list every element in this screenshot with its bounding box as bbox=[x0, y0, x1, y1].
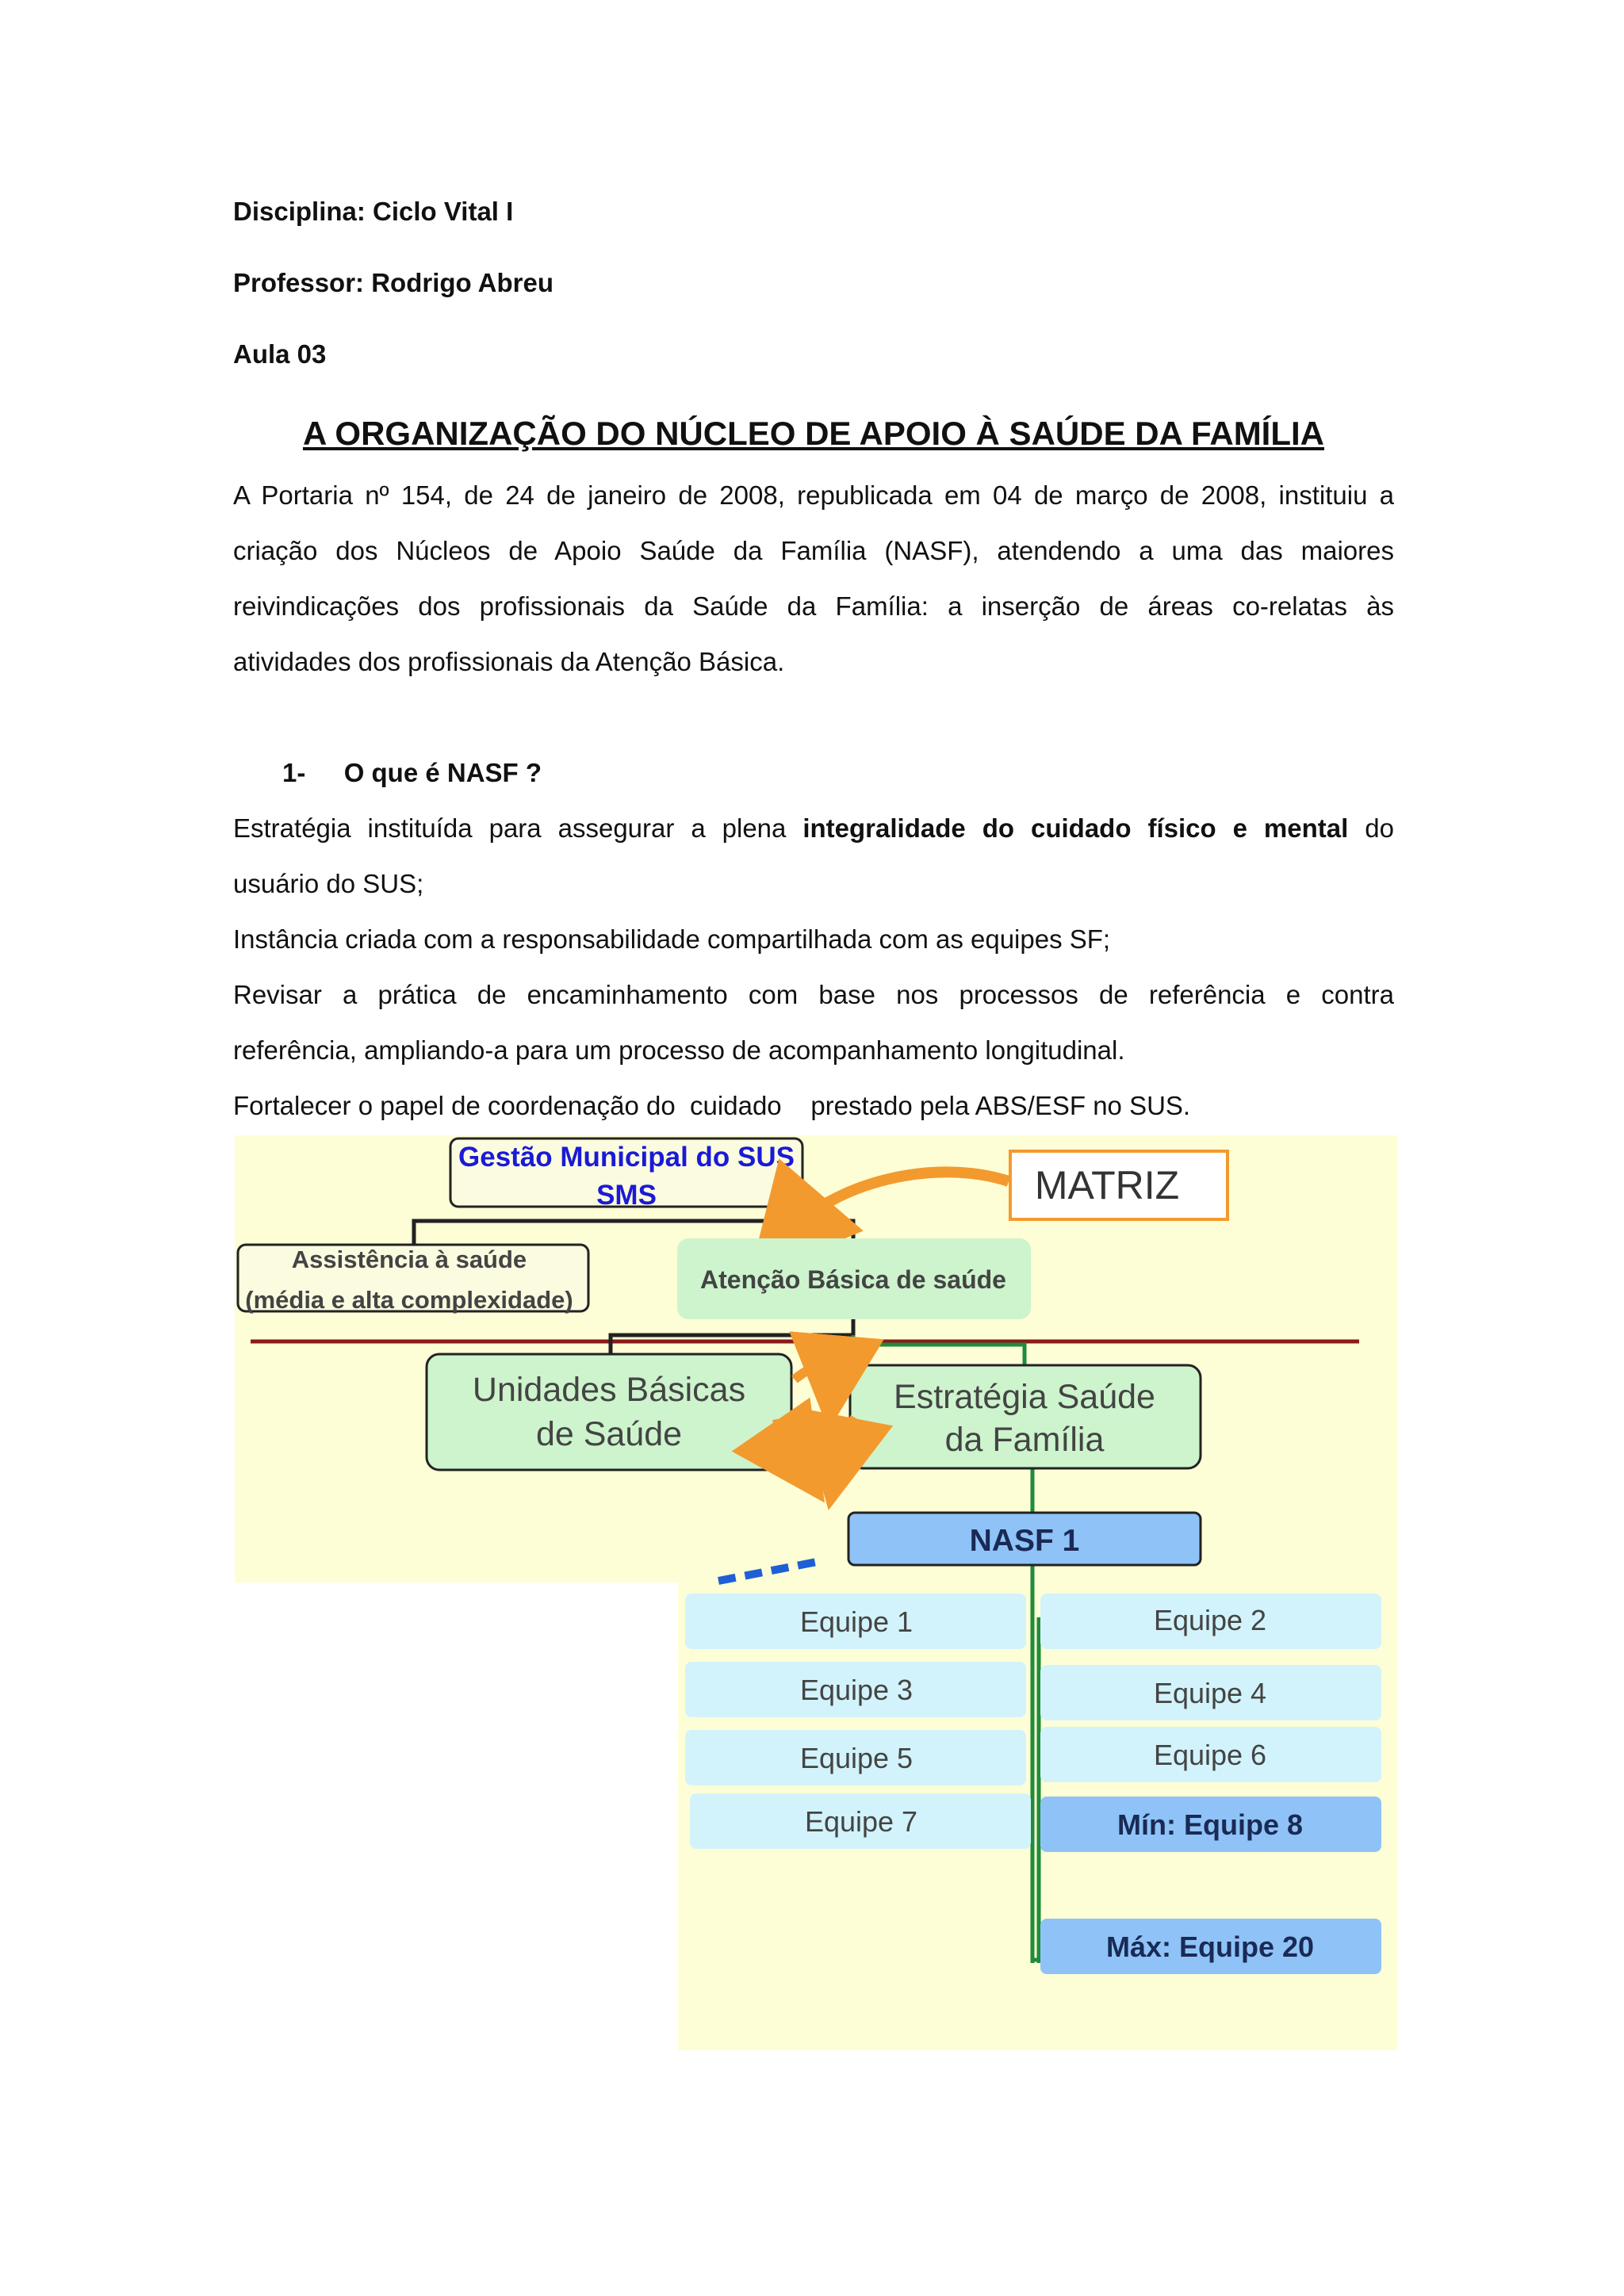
esf-label-1: Estratégia Saúde bbox=[894, 1378, 1155, 1416]
equipe-3-label: Equipe 3 bbox=[799, 1674, 914, 1706]
section-title: O que é NASF ? bbox=[343, 758, 542, 787]
paragraph-3-line-1: Revisar a prática de encaminhamento com base nos processos de referência e contra bbox=[233, 980, 1394, 1009]
equipe-2-label: Equipe 2 bbox=[1153, 1604, 1267, 1636]
equipe-5-label: Equipe 5 bbox=[799, 1742, 914, 1774]
assistencia-label-1: Assistência à saúde bbox=[291, 1246, 527, 1273]
intro-line-3: reivindicações dos profissionais da Saúde da Família: a inserção de áreas co-relatas às bbox=[233, 591, 1394, 621]
nasf-label: NASF 1 bbox=[969, 1524, 1080, 1558]
paragraph-1-line-2: usuário do SUS; bbox=[233, 869, 424, 898]
min-equipe-label: Mín: Equipe 8 bbox=[1117, 1808, 1303, 1841]
esf-label-2: da Família bbox=[944, 1421, 1105, 1459]
page-title: A ORGANIZAÇÃO DO NÚCLEO DE APOIO À SAÚDE DA FAMÍLIA bbox=[302, 415, 1324, 452]
paragraph-3-line-2: referência, ampliando-a para um processo de acompanhamento longitudinal. bbox=[233, 1035, 1125, 1065]
paragraph-2: Instância criada com a responsabilidade compartilhada com as equipes SF; bbox=[233, 924, 1111, 954]
intro-line-2: criação dos Núcleos de Apoio Saúde da Família (NASF), atendendo a uma das maiores bbox=[233, 536, 1394, 565]
header-professor: Professor: Rodrigo Abreu bbox=[233, 268, 553, 297]
p1-text-bold: integralidade do cuidado físico e mental bbox=[802, 813, 1349, 843]
matriz-label: MATRIZ bbox=[1034, 1163, 1180, 1207]
intro-line-4: atividades dos profissionais da Atenção Básica. bbox=[233, 647, 785, 676]
equipe-1-label: Equipe 1 bbox=[799, 1605, 914, 1638]
equipe-4-label: Equipe 4 bbox=[1153, 1677, 1267, 1709]
p1-text-after: do bbox=[1365, 813, 1394, 843]
equipe-6-label: Equipe 6 bbox=[1153, 1739, 1267, 1771]
gestao-label-2: SMS bbox=[596, 1180, 657, 1211]
ubs-label-2: de Saúde bbox=[535, 1415, 683, 1453]
equipe-7-label: Equipe 7 bbox=[804, 1805, 918, 1838]
assistencia-label-2: (média e alta complexidade) bbox=[245, 1286, 573, 1314]
section-number: 1- bbox=[282, 758, 306, 787]
gestao-label-1: Gestão Municipal do SUS bbox=[458, 1142, 795, 1173]
atencao-label: Atenção Básica de saúde bbox=[700, 1265, 1006, 1294]
header-lesson: Aula 03 bbox=[233, 339, 327, 369]
p1-text-before: Estratégia instituída para assegurar a plena bbox=[233, 813, 787, 843]
paragraph-4: Fortalecer o papel de coordenação do cuidado prestado pela ABS/ESF no SUS. bbox=[233, 1091, 1191, 1120]
intro-line-1: A Portaria nº 154, de 24 de janeiro de 2008, republicada em 04 de março de 2008, instituiu a bbox=[233, 480, 1394, 510]
header-discipline: Disciplina: Ciclo Vital I bbox=[233, 197, 514, 226]
ubs-label-1: Unidades Básicas bbox=[472, 1371, 746, 1409]
max-equipe-label: Máx: Equipe 20 bbox=[1105, 1931, 1315, 1963]
